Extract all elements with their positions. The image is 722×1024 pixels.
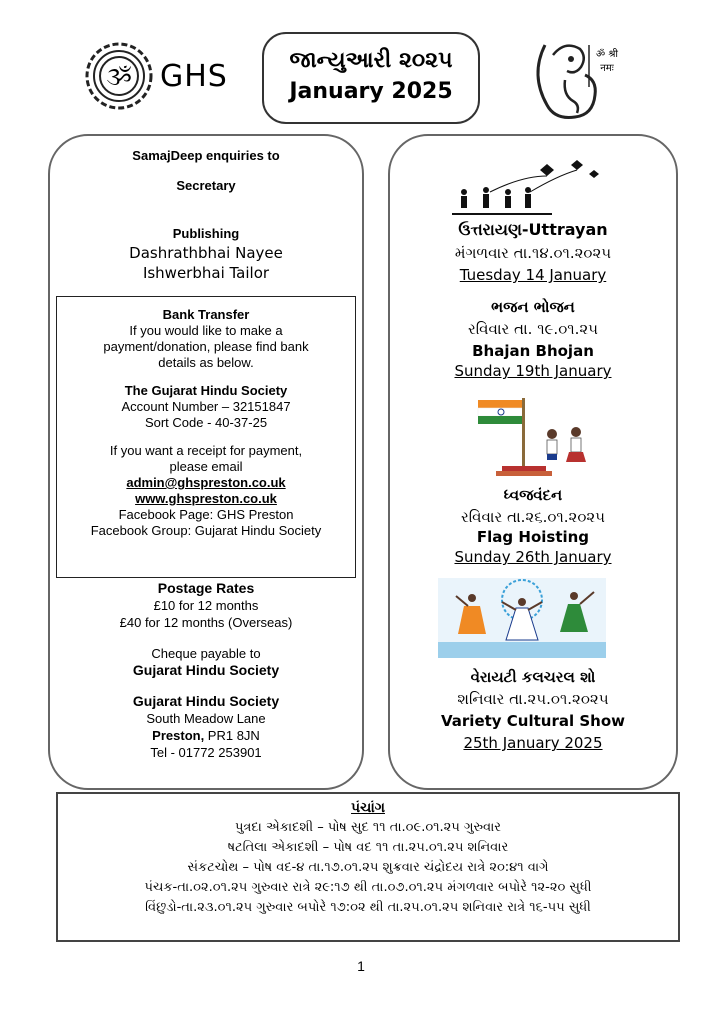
address-postcode: PR1 8JN (204, 728, 260, 743)
panchang-line: પુત્રદા એકાદશી – પોષ સુદ ૧૧ તા.૦૯.૦૧.૨૫ ગુરુવાર (234, 820, 501, 835)
bank-intro: If you would like to make a (129, 323, 283, 338)
panchang-box (56, 792, 680, 942)
event-date-gujarati: રવિવાર તા.૨૬.૦૧.૨૦૨૫ (460, 508, 606, 526)
panchang-line: સંકટચોથ – પોષ વદ-૪ તા.૧૭.૦૧.૨૫ શુક્રવાર ચંદ્રોદય રાત્રે ૨૦:૪૧ વાગે (187, 860, 549, 875)
secretary-label: Secretary (176, 178, 236, 193)
postage-rate: £40 for 12 months (Overseas) (119, 615, 293, 630)
email-link[interactable]: admin@ghspreston.co.uk (126, 475, 286, 490)
cheque-payee: Gujarat Hindu Society (132, 662, 280, 678)
kite-flying-illustration (452, 156, 602, 218)
postage-section (48, 580, 364, 761)
ganesh-icon (525, 35, 625, 125)
event-name-english: Variety Cultural Show (441, 712, 625, 730)
address-city-line (48, 727, 364, 744)
panchang-title: પંચાંગ (351, 800, 385, 816)
event-name: ભજન ભોજન (491, 298, 575, 316)
org-short-name: GHS (160, 58, 228, 94)
event-date-gujarati: રવિવાર તા. ૧૯.૦૧.૨૫ (468, 320, 598, 338)
flag-hoisting-illustration (458, 394, 598, 480)
facebook-group: Facebook Group: Gujarat Hindu Society (90, 523, 322, 538)
panchang-line: પંચક-તા.૦૨.૦૧.૨૫ ગુરુવાર રાત્રે ૨૯:૧૭ થી તા.૦૭.૦૧.૨૫ મંગળવાર બપોરે ૧૨-૨૦ સુધી (144, 880, 592, 895)
enquiries-label: SamajDeep enquiries to (132, 148, 280, 163)
facebook-page: Facebook Page: GHS Preston (118, 507, 294, 522)
panchang-line: ષટતિલા એકાદશી – પોષ વદ ૧૧ તા.૨૫.૦૧.૨૫ શનિવાર (227, 840, 509, 855)
receipt-note: If you want a receipt for payment, (109, 443, 303, 458)
address-city: Preston, (152, 728, 205, 743)
publisher-name: Dashrathbhai Nayee (129, 244, 283, 262)
event-name: વેરાયટી કલચરલ શો (470, 668, 596, 686)
event-date: Tuesday 14 January (459, 266, 607, 284)
page-number: 1 (357, 958, 365, 974)
title-gujarati: જાન્યુઆરી ૨૦૨૫ (289, 48, 453, 73)
ganesh-caption-2: नमः (600, 63, 614, 74)
om-symbol: ૐ (106, 63, 132, 91)
event-name: ધ્વજવંદન (503, 486, 563, 504)
address-name: Gujarat Hindu Society (132, 693, 280, 709)
event-name-english: Bhajan Bhojan (472, 342, 594, 360)
event-date: Sunday 19th January (454, 362, 612, 380)
postage-rate: £10 for 12 months (153, 598, 259, 613)
receipt-note: please email (169, 459, 243, 474)
website-link[interactable]: www.ghspreston.co.uk (135, 491, 277, 506)
event-date: 25th January 2025 (463, 734, 603, 752)
cultural-dance-illustration (438, 578, 606, 658)
event-name: ઉત્તરાયણ-Uttrayan (458, 220, 608, 239)
publisher-name: Ishwerbhai Tailor (142, 264, 270, 282)
title-english: January 2025 (289, 79, 453, 104)
ganesh-caption-1: ॐ श्री (596, 49, 618, 60)
event-date: Sunday 26th January (454, 548, 612, 566)
event-name-english: Flag Hoisting (476, 528, 590, 546)
telephone: Tel - 01772 253901 (150, 745, 262, 760)
month-title-box (262, 32, 480, 124)
address-street: South Meadow Lane (146, 711, 266, 726)
om-emblem-icon (84, 41, 154, 111)
ghs-logo (84, 40, 254, 112)
cheque-label: Cheque payable to (151, 646, 261, 661)
sort-code: Sort Code - 40-37-25 (144, 415, 268, 430)
account-number: Account Number – 32151847 (121, 399, 291, 414)
postage-title: Postage Rates (157, 580, 255, 596)
bank-transfer-box (56, 296, 356, 578)
event-date-gujarati: શનિવાર તા.૨૫.૦૧.૨૦૨૫ (457, 690, 609, 708)
event-date-gujarati: મંગળવાર તા.૧૪.૦૧.૨૦૨૫ (454, 244, 612, 262)
account-name: The Gujarat Hindu Society (124, 383, 288, 398)
panchang-line: વિંછુડો-તા.૨૩.૦૧.૨૫ ગુરુવાર બપોરે ૧૭:૦૨ થી તા.૨૫.૦૧.૨૫ શનિવાર રાત્રે ૧૬-૫૫ સુધી (145, 900, 591, 915)
bank-intro: payment/donation, please find bank (103, 339, 309, 354)
publishing-label: Publishing (172, 226, 240, 241)
bank-title: Bank Transfer (162, 307, 250, 322)
bank-intro: details as below. (158, 355, 254, 370)
